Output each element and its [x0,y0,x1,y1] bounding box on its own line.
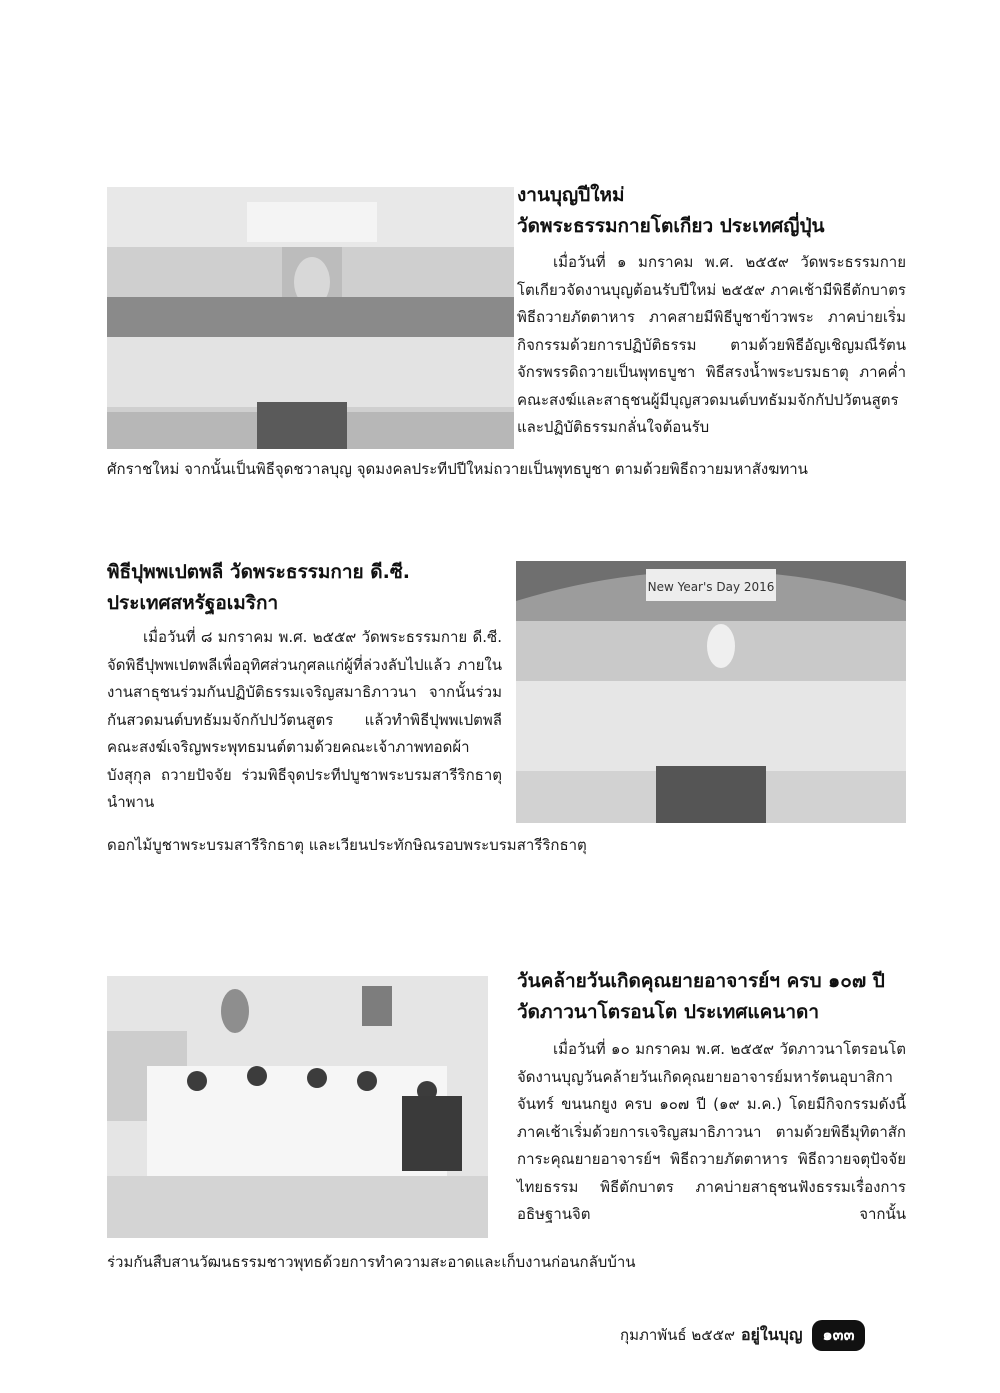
dc-banner-text: New Year's Day 2016 [647,580,775,594]
article-1-title-line1: งานบุญปีใหม่ [517,184,625,206]
page-footer [620,1318,865,1352]
photo-dc-ceremony [516,561,906,823]
article-1-tail: ศักราชใหม่ จากนั้นเป็นพิธีจุดชวาลบุญ จุดมงคลประทีปปีใหม่ถวายเป็นพุทธบูชา ตามด้วยพิธีถวายมหาสังฆทาน [107,460,808,478]
article-3-title [517,966,907,1028]
article-3-title-line2: วัดภาวนาโตรอนโต ประเทศแคนาดา [517,1001,820,1023]
article-2-title-line1: พิธีปุพพเปตพลี วัดพระธรรมกาย ดี.ซี. [107,561,410,583]
article-3-paragraph: เมื่อวันที่ ๑๐ มกราคม พ.ศ. ๒๕๕๙ วัดภาวนาโตรอนโตจัดงานบุญวันคล้ายวันเกิดคุณยายอาจารย์มหารัตนอุบาสิกาจันทร์ ขนนกยูง ครบ ๑๐๗ ปี (๑๙ ม.ค.) โดยมีกิจกรรมดังนี้ ภาคเช้าเริ่มด้วยการเจริญสมาธิภาวนา ตามด้วยพิธีมุทิตาสักการะคุณยายอาจารย์ฯ พิธีถวายภัตตาหาร พิธีถวายจตุปัจจัยไทยธรรม พิธีตักบาตร ภาคบ่ายสาธุชนฟังธรรมเรื่องการอธิษฐานจิต จากนั้น [517,1040,906,1223]
article-2-title-line2: ประเทศสหรัฐอเมริกา [107,592,279,614]
article-3-title-line1: วันคล้ายวันเกิดคุณยายอาจารย์ฯ ครบ ๑๐๗ ปี [517,970,885,992]
article-2-title [107,557,507,619]
article-2-paragraph: เมื่อวันที่ ๘ มกราคม พ.ศ. ๒๕๕๙ วัดพระธรรมกาย ดี.ซี. จัดพิธีปุพพเปตพลีเพื่ออุทิศส่วนกุศลแก่ผู้ที่ล่วงลับไปแล้ว ภายในงานสาธุชนร่วมกันปฏิบัติธรรมเจริญสมาธิภาวนา จากนั้นร่วมกันสวดมนต์บทธัมมจักกัปปวัตนสูตร แล้วทำพิธีปุพพเปตพลี คณะสงฆ์เจริญพระพุทธมนต์ตามด้วยคณะเจ้าภาพทอดผ้าบังสุกุล ถวายปัจจัย ร่วมพิธีจุดประทีปบูชาพระบรมสารีริกธาตุ นำพาน [107,628,502,811]
article-2-tail: ดอกไม้บูชาพระบรมสารีริกธาตุ และเวียนประทักษิณรอบพระบรมสารีริกธาตุ [107,836,587,854]
article-3-tail: ร่วมกันสืบสานวัฒนธรรมชาวพุทธด้วยการทำความสะอาดและเก็บงานก่อนกลับบ้าน [107,1253,636,1271]
article-1-title [517,180,907,242]
photo-tokyo-new-year [107,187,514,449]
photo-toronto-birthday [107,976,488,1238]
article-1-paragraph: เมื่อวันที่ ๑ มกราคม พ.ศ. ๒๕๕๙ วัดพระธรรมกายโตเกียวจัดงานบุญต้อนรับปีใหม่ ๒๕๕๙ ภาคเช้ามีพิธีตักบาตร พิธีถวายภัตตาหาร ภาคสายมีพิธีบูชาข้าวพระ ภาคบ่ายเริ่มกิจกรรมด้วยการปฏิบัติธรรม ตามด้วยพิธีอัญเชิญมณีรัตนจักรพรรดิถวายเป็นพุทธบูชา พิธีสรงน้ำพระบรมธาตุ ภาคค่ำคณะสงฆ์และสาธุชนผู้มีบุญสวดมนต์บทธัมมจักกัปปวัตนสูตรและปฏิบัติธรรมกลั่นใจต้อนรับ [517,253,906,436]
article-1-title-line2: วัดพระธรรมกายโตเกียว ประเทศญี่ปุ่น [517,215,825,237]
page-number: ๑๓๓ [812,1320,864,1351]
footer-magazine-title: อยู่ในบุญ [740,1324,803,1344]
footer-date: กุมภาพันธ์ ๒๕๕๙ [620,1326,735,1344]
